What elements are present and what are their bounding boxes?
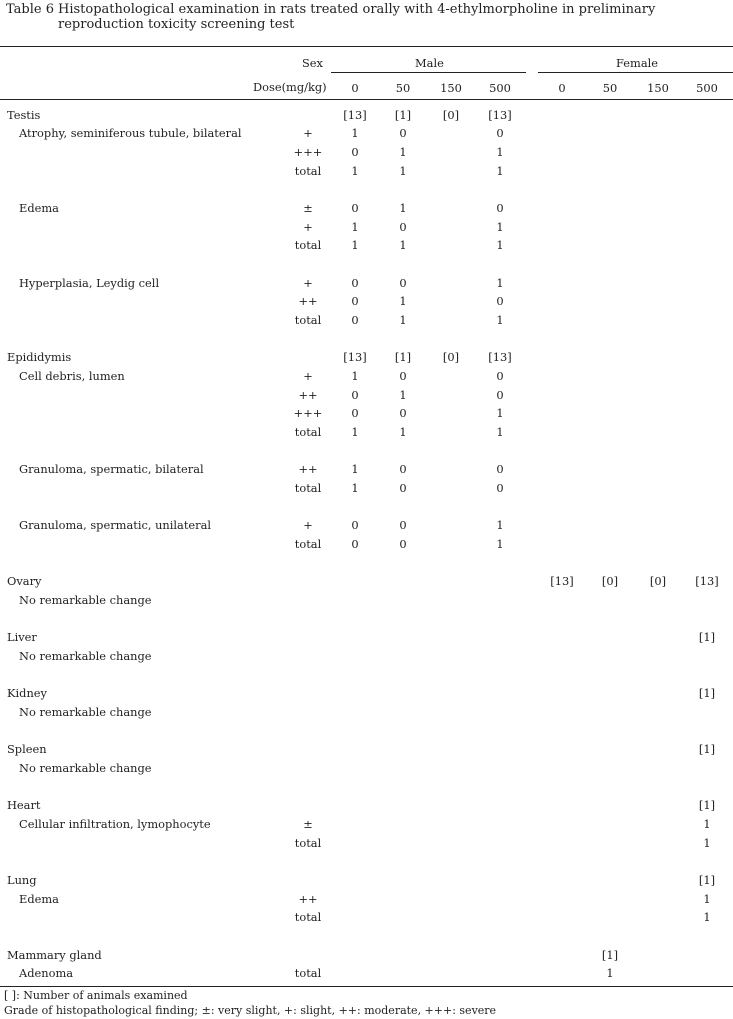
male-value-cell: 0 [351,294,359,308]
male-span-rule [331,72,526,73]
male-value-cell: 1 [351,481,359,495]
male-value-cell: 1 [399,294,407,308]
male-value-cell: 1 [351,220,359,234]
grade-cell: total [294,910,322,924]
female-value-cell: 1 [703,817,711,831]
female-value-cell: [1] [698,873,716,887]
male-value-cell: 1 [496,518,504,532]
female-value-cell: [1] [698,798,716,812]
male-value-cell: [1] [394,108,412,122]
grade-cell: + [303,126,313,140]
male-value-cell: 0 [496,201,504,215]
finding-name: No remarkable change [19,593,152,607]
female-value-cell: [0] [649,574,667,588]
female-value-cell: 1 [703,910,711,924]
female-value-cell: [1] [698,686,716,700]
grade-cell: ± [303,201,313,215]
grade-cell: ++ [298,294,318,308]
grade-cell: ++ [298,388,318,402]
finding-name: Granuloma, spermatic, bilateral [19,462,204,476]
male-value-cell: 0 [351,406,359,420]
female-value-cell: 1 [703,892,711,906]
table-bottom-rule [0,986,733,987]
organ-name: Spleen [7,742,47,756]
male-value-cell: 1 [399,201,407,215]
male-value-cell: 1 [351,369,359,383]
grade-cell: total [294,425,322,439]
male-value-cell: 0 [399,462,407,476]
organ-name: Liver [7,630,37,644]
grade-cell: total [294,966,322,980]
female-dose-0: 0 [558,81,566,95]
male-value-cell: 1 [496,425,504,439]
male-value-cell: 0 [496,388,504,402]
female-label: Female [616,56,658,70]
sex-label: Sex [302,56,323,70]
male-value-cell: 1 [351,164,359,178]
grade-cell: total [294,481,322,495]
finding-name: Cellular infiltration, lymophocyte [19,817,211,831]
finding-name: Adenoma [19,966,74,980]
male-value-cell: 0 [399,220,407,234]
header-bottom-rule [0,99,733,100]
female-dose-3: 500 [696,81,718,95]
male-value-cell: 1 [399,425,407,439]
male-value-cell: 0 [496,294,504,308]
male-value-cell: 0 [399,126,407,140]
male-value-cell: 0 [496,481,504,495]
finding-name: Edema [19,201,59,215]
grade-cell: +++ [293,145,323,159]
male-value-cell: [13] [343,350,367,364]
female-value-cell: [0] [601,574,619,588]
male-value-cell: 0 [399,369,407,383]
male-value-cell: 1 [496,313,504,327]
finding-name: No remarkable change [19,705,152,719]
finding-name: Atrophy, seminiferous tubule, bilateral [19,126,242,140]
grade-cell: ++ [298,462,318,476]
male-dose-1: 50 [395,81,411,95]
female-value-cell: 1 [703,836,711,850]
organ-name: Kidney [7,686,47,700]
grade-cell: ++ [298,892,318,906]
male-dose-2: 150 [440,81,462,95]
female-dose-2: 150 [647,81,669,95]
male-value-cell: 1 [399,238,407,252]
male-value-cell: 1 [496,220,504,234]
table-title: Histopathological examination in rats treated orally with 4-ethylmorpholine in preliminary reproduction toxicity screening test [58,2,656,32]
male-label: Male [415,56,444,70]
organ-name: Mammary gland [7,948,102,962]
male-value-cell: 1 [399,145,407,159]
male-value-cell: 0 [399,537,407,551]
grade-cell: total [294,836,322,850]
female-value-cell: 1 [606,966,614,980]
male-dose-0: 0 [351,81,359,95]
male-value-cell: 1 [496,164,504,178]
footnote-brackets: [ ]: Number of animals examined [4,989,188,1002]
male-value-cell: 1 [351,126,359,140]
finding-name: Granuloma, spermatic, unilateral [19,518,212,532]
male-value-cell: 0 [351,145,359,159]
finding-name: Hyperplasia, Leydig cell [19,276,160,290]
male-value-cell: 0 [399,518,407,532]
male-value-cell: 0 [351,537,359,551]
male-value-cell: [1] [394,350,412,364]
male-value-cell: 1 [351,462,359,476]
female-value-cell: [13] [695,574,719,588]
female-span-rule [538,72,733,73]
male-value-cell: 1 [351,238,359,252]
male-value-cell: 0 [351,201,359,215]
male-value-cell: 1 [496,406,504,420]
grade-cell: total [294,164,322,178]
female-value-cell: [1] [601,948,619,962]
grade-cell: + [303,518,313,532]
grade-cell: + [303,276,313,290]
finding-name: No remarkable change [19,761,152,775]
male-value-cell: 1 [496,537,504,551]
male-dose-3: 500 [489,81,511,95]
male-value-cell: [13] [488,350,512,364]
male-value-cell: 0 [399,481,407,495]
male-value-cell: [13] [343,108,367,122]
male-value-cell: 0 [496,126,504,140]
grade-cell: total [294,313,322,327]
organ-name: Lung [7,873,37,887]
organ-name: Ovary [7,574,42,588]
dose-label: Dose(mg/kg) [253,80,327,94]
footnote-grades: Grade of histopathological finding; ±: very slight, +: slight, ++: moderate, +++: severe [4,1004,497,1017]
male-value-cell: 1 [399,164,407,178]
organ-name: Testis [7,108,41,122]
organ-name: Heart [7,798,41,812]
finding-name: Edema [19,892,59,906]
male-value-cell: 1 [496,276,504,290]
table-label: Table 6 [6,2,54,17]
female-dose-1: 50 [602,81,618,95]
grade-cell: total [294,537,322,551]
male-value-cell: 0 [351,518,359,532]
male-value-cell: 0 [351,313,359,327]
female-value-cell: [13] [550,574,574,588]
male-value-cell: 1 [399,313,407,327]
grade-cell: +++ [293,406,323,420]
male-value-cell: 1 [496,145,504,159]
table-top-rule [0,46,733,47]
female-value-cell: [1] [698,630,716,644]
male-value-cell: 1 [496,238,504,252]
male-value-cell: 0 [496,462,504,476]
grade-cell: + [303,220,313,234]
grade-cell: ± [303,817,313,831]
grade-cell: + [303,369,313,383]
male-value-cell: 0 [399,276,407,290]
male-value-cell: 1 [399,388,407,402]
male-value-cell: 1 [351,425,359,439]
male-value-cell: 0 [351,388,359,402]
male-value-cell: [0] [442,108,460,122]
male-value-cell: [0] [442,350,460,364]
male-value-cell: 0 [496,369,504,383]
male-value-cell: 0 [351,276,359,290]
finding-name: No remarkable change [19,649,152,663]
organ-name: Epididymis [7,350,72,364]
male-value-cell: 0 [399,406,407,420]
female-value-cell: [1] [698,742,716,756]
grade-cell: total [294,238,322,252]
finding-name: Cell debris, lumen [19,369,125,383]
male-value-cell: [13] [488,108,512,122]
